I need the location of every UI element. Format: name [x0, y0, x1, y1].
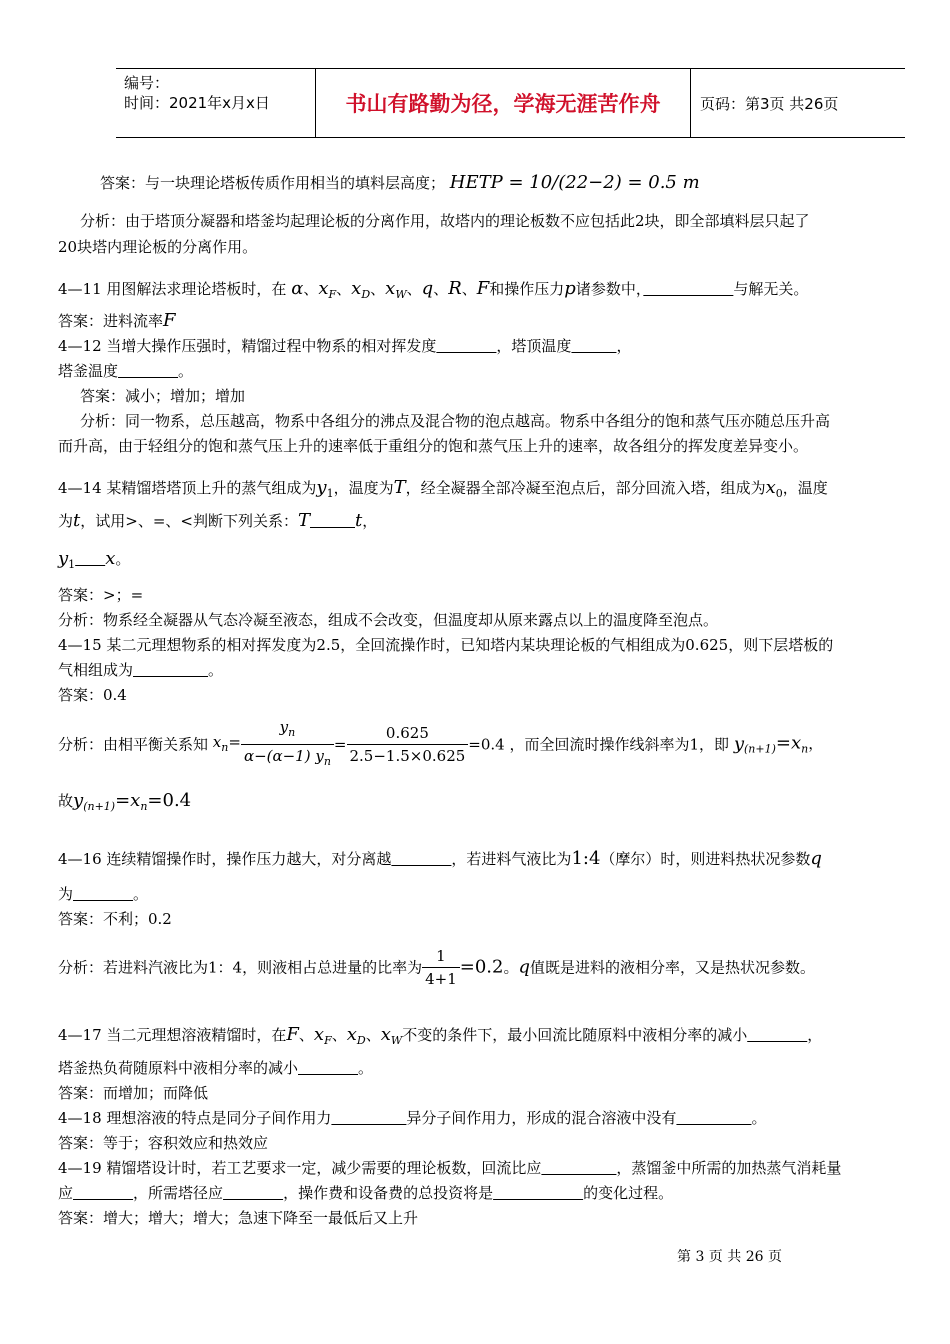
question-4-15-cont: 气相组成为 。	[58, 661, 224, 679]
answer-4-12: 答案：减小；增加；增加	[80, 387, 246, 405]
analysis-4-15: 分析：由相平衡关系知 $x_n=$ $\frac{y_n}{\alpha-(\alpha-1) y_n}$ = $\frac{0.625}{2.5-1.5\times 0.625}$ =0.4 ，而全回流时操作线斜率为1，即 $y_{(n+1)}=x_n$，	[58, 718, 824, 768]
question-4-17-cont: 塔釜热负荷随原料中液相分率的减小 。	[58, 1059, 374, 1077]
header-page-label: 页码：第3页 共26页	[700, 94, 839, 113]
answer-4-19: 答案：增大；增大；增大；急速下降至一最低后又上升	[58, 1209, 419, 1227]
question-4-16: 4—16 连续精馏操作时，操作压力越大，对分离越 ，若进料气液比为1:4（摩尔）时，则进料热状况参数q	[58, 848, 822, 869]
analysis-4-16: 分析：若进料汽液比为1：4，则液相占总进量的比率为 $\frac{1}{4+1}$ =0.2。q值既是进料的液相分率，又是热状况参数。	[58, 947, 816, 988]
header-number-label: 编号：	[124, 74, 170, 92]
analysis-line: 20块塔内理论板的分离作用。	[58, 238, 258, 256]
analysis-4-12: 分析：同一物系，总压越高，物系中各组分的沸点及混合物的泡点越高。物系中各组分的饱和蒸气压亦随总压升高	[80, 412, 831, 430]
question-4-12-cont: 塔釜温度 。	[58, 362, 194, 380]
question-4-19-cont: 应 ，所需塔径应 ，操作费和设备费的总投资将是 的变化过程。	[58, 1184, 674, 1202]
page-footer: 第 3 页 共 26 页	[677, 1249, 782, 1265]
answer-line: 答案：与一块理论塔板传质作用相当的填料层高度； HETP = 10/(22−2) = 0.5 m	[100, 172, 700, 193]
question-4-15: 4—15 某二元理想物系的相对挥发度为2.5，全回流操作时，已知塔内某块理论板的气相组成为0.625，则下层塔板的	[58, 636, 834, 654]
header-motto: 书山有路勤为径，学海无涯苦作舟	[315, 69, 691, 137]
analysis-4-15-cont: 故$y_{(n+1)}=x_n=0.4$	[58, 790, 192, 813]
answer-4-18: 答案：等于；容积效应和热效应	[58, 1134, 269, 1152]
question-4-19: 4—19 精馏塔设计时，若工艺要求一定，减少需要的理论板数，回流比应 ，蒸馏釜中所需的加热蒸气消耗量	[58, 1159, 842, 1177]
question-4-14: 4—14 某精馏塔塔顶上升的蒸气组成为$y_1$，温度为T，经全凝器全部冷凝至泡点后，部分回流入塔，组成为$x_0$，温度	[58, 477, 828, 500]
header-time-label: 时间：2021年x月x日	[124, 94, 270, 112]
question-4-17: 4—17 当二元理想溶液精馏时，在F、$x_F$、$x_D$、$x_W$不变的条件下，最小回流比随原料中液相分率的减小 ，	[58, 1024, 823, 1047]
analysis-line: 分析：由于塔顶分凝器和塔釜均起理论板的分离作用，故塔内的理论板数不应包括此2块，即全部填料层只起了	[80, 212, 810, 230]
analysis-4-12-cont: 而升高，由于轻组分的饱和蒸气压上升的速率低于重组分的饱和蒸气压上升的速率，故各组分的挥发度差异变小。	[58, 437, 809, 455]
question-4-16-cont: 为 。	[58, 885, 149, 903]
answer-4-15: 答案：0.4	[58, 686, 127, 704]
header-info-cell	[116, 69, 315, 137]
answer-4-11: 答案：进料流率F	[58, 310, 176, 331]
question-4-18: 4—18 理想溶液的特点是同分子间作用力 异分子间作用力，形成的混合溶液中没有 。	[58, 1109, 767, 1127]
answer-4-16: 答案：不利；0.2	[58, 910, 172, 928]
page-header	[116, 68, 905, 138]
question-4-12: 4—12 当增大操作压强时，精馏过程中物系的相对挥发度 ，塔顶温度 ，	[58, 337, 632, 355]
question-4-14-cont: 为t，试用>、=、<判断下列关系：T t，	[58, 510, 378, 531]
answer-4-17: 答案：而增加；而降低	[58, 1084, 209, 1102]
question-4-14-relation: $y_1$ x。	[58, 548, 131, 571]
hetp-formula: HETP = 10/(22−2) = 0.5 m	[449, 172, 700, 193]
analysis-4-14: 分析：物系经全凝器从气态冷凝至液态，组成不会改变，但温度却从原来露点以上的温度降至泡点。	[58, 611, 719, 629]
question-4-11: 4—11 用图解法求理论塔板时，在 α、$x_F$、$x_D$、$x_W$、q、R、F和操作压力p诸参数中， 与解无关。	[58, 278, 809, 301]
answer-4-14: 答案：>；=	[58, 586, 144, 604]
